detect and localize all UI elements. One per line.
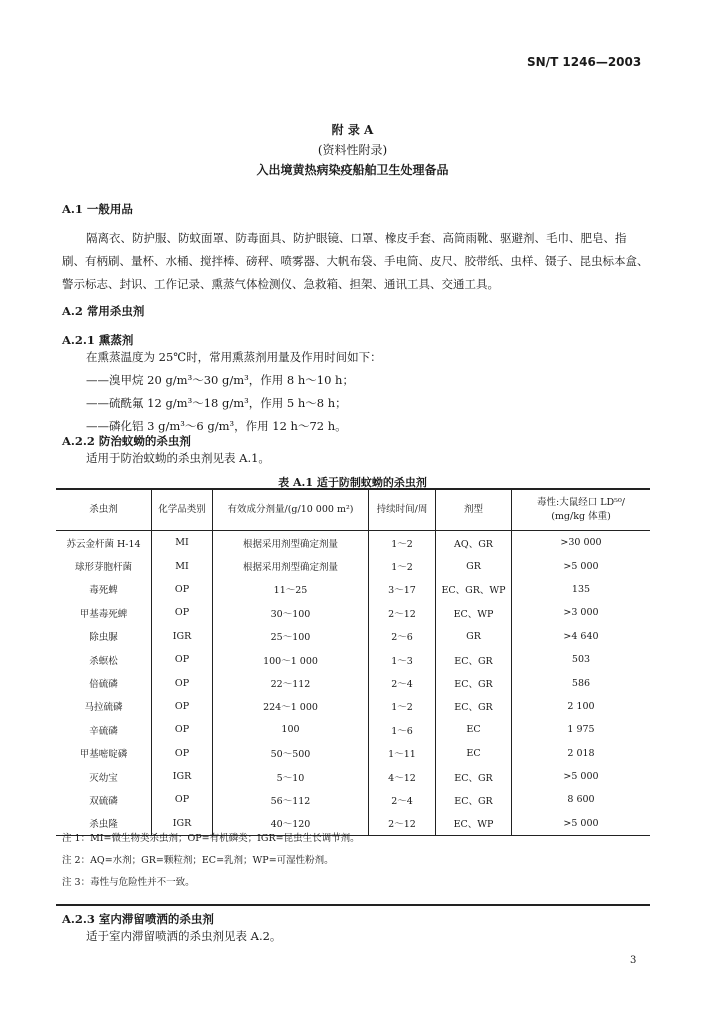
table-cell: EC、GR [436,695,512,718]
table-cell: GR [436,625,512,648]
section-a21-heading: A.2.1 熏蒸剂 [62,333,134,347]
table-cell: OP [152,578,213,601]
table-cell: >30 000 [512,531,651,555]
table-cell: 马拉硫磷 [84,702,123,714]
table-cell: OP [152,671,213,694]
table-cell: AQ、GR [436,531,512,555]
table-note-2: 注 2：AQ=水剂；GR=颗粒剂；EC=乳剂；WP=可湿性粉剂。 [62,855,334,866]
col-header-category: 化学品类别 [152,489,213,531]
col-header-toxicity-line-2: (mg/kg 体重) [551,511,611,522]
table-cell: IGR [152,812,213,836]
table-cell: >4 640 [512,625,651,648]
table-cell: OP [152,648,213,671]
table-cell: 辛硫磷 [89,725,118,737]
table-cell: EC [436,742,512,765]
table-cell: 1～2 [369,554,436,577]
table-cell: 100 [213,718,369,741]
table-cell: 甲基毒死蜱 [79,608,128,620]
table-cell: 40～120 [213,812,369,836]
table-cell: 22～112 [213,671,369,694]
table-cell: 1 975 [512,718,651,741]
section-a1-line-3: 警示标志、封识、工作记录、熏蒸气体检测仪、急救箱、担架、通讯工具、交通工具。 [62,277,499,291]
table-cell: 2～12 [369,601,436,624]
table-note-3: 注 3：毒性与危险性并不一致。 [62,877,195,888]
col-header-toxicity-line-1: 毒性:大鼠经口 LD⁵⁰/ [537,497,625,508]
table-cell: 1～6 [369,718,436,741]
table-row [56,718,650,741]
section-a22-heading: A.2.2 防治蚊蚴的杀虫剂 [62,434,191,448]
table-cell: 586 [512,671,651,694]
table-cell: >5 000 [512,554,651,577]
table-cell: >5 000 [512,765,651,788]
col-header-duration: 持续时间/周 [369,489,436,531]
table-cell: 8 600 [512,788,651,811]
section-a1-line-2: 刷、有柄刷、量杯、水桶、搅拌棒、磅秤、喷雾器、大帆布袋、手电筒、皮尺、胶带纸、虫样、镊子、昆虫标本盒、 [62,254,649,268]
annex-title: 附 录 A [331,123,374,137]
table-cell: EC、GR [436,765,512,788]
table-cell: 2～4 [369,788,436,811]
table-title: 表 A.1 适于防制蚊蚴的杀虫剂 [278,476,427,489]
table-cell: EC、WP [436,812,512,836]
col-header-toxicity [512,489,651,531]
table-cell: EC、GR [436,648,512,671]
table-cell: 56～112 [213,788,369,811]
table-row [56,742,650,765]
table-cell: GR [436,554,512,577]
table-cell: MI [152,531,213,555]
annex-heading: 入出境黄热病染疫船舶卫生处理备品 [256,163,449,177]
table-cell: 杀虫隆 [89,819,118,831]
table-cell: 1～11 [369,742,436,765]
table-row [56,788,650,811]
table-cell: OP [152,742,213,765]
col-header-formulation: 剂型 [436,489,512,531]
table-row [56,601,650,624]
table-cell: MI [152,554,213,577]
table-row [56,578,650,601]
table-cell: EC、WP [436,601,512,624]
section-a1-line-1: 隔离衣、防护服、防蚊面罩、防毒面具、防护眼镜、口罩、橡皮手套、高筒雨靴、驱避剂、毛巾、肥皂、指 [86,231,627,245]
table-cell: OP [152,788,213,811]
section-a21-intro: 在熏蒸温度为 25℃时，常用熏蒸剂用量及作用时间如下： [86,350,382,364]
table-cell: 杀螟松 [89,655,118,667]
table-cell: >5 000 [512,812,651,836]
insecticide-table [56,488,650,836]
table-cell: 倍硫磷 [89,679,118,691]
table-cell: 4～12 [369,765,436,788]
table-cell: 甲基嘧啶磷 [79,749,128,761]
table-cell: 除虫脲 [89,632,118,644]
table-cell: 根据采用剂型确定剂量 [213,531,369,555]
table-cell: OP [152,601,213,624]
section-a23-heading: A.2.3 室内滞留喷洒的杀虫剂 [62,912,214,926]
table-cell: IGR [152,625,213,648]
table-cell: IGR [152,765,213,788]
table-cell: 双硫磷 [89,795,118,807]
table-cell: 3～17 [369,578,436,601]
page-number: 3 [630,955,637,966]
table-cell: 25～100 [213,625,369,648]
table-cell: 224～1 000 [213,695,369,718]
table-row [56,671,650,694]
section-a2-heading: A.2 常用杀虫剂 [62,304,145,318]
table-row [56,695,650,718]
table-cell: EC、GR [436,788,512,811]
table-notes [56,828,650,906]
table-cell: EC [436,718,512,741]
table-cell: OP [152,695,213,718]
section-a23-intro: 适于室内滞留喷洒的杀虫剂见表 A.2。 [86,929,282,943]
table-row [56,648,650,671]
table-cell: 135 [512,578,651,601]
table-cell: >3 000 [512,601,651,624]
section-a1-heading: A.1 一般用品 [62,202,133,216]
table-cell: 30～100 [213,601,369,624]
table-cell: 50～500 [213,742,369,765]
table-cell: 503 [512,648,651,671]
table-cell: 1～2 [369,531,436,555]
table-cell: EC、GR [436,671,512,694]
table-cell: 毒死蜱 [89,585,118,597]
table-cell: 灭幼宝 [89,772,118,784]
col-header-dose: 有效成分剂量/(g/10 000 m²) [213,489,369,531]
standard-code: SN/T 1246—2003 [527,55,642,69]
table-header-row [56,489,650,531]
table-note-1: 注 1：MI=微生物类杀虫剂；OP=有机磷类；IGR=昆虫生长调节剂。 [62,833,360,844]
table-cell: 苏云金杆菌 H-14 [66,538,141,550]
table-cell: 1～3 [369,648,436,671]
table-cell: 2 100 [512,695,651,718]
table-row [56,554,650,577]
table-cell: 100～1 000 [213,648,369,671]
table-cell: 2～4 [369,671,436,694]
table-row [56,531,650,555]
table-row [56,625,650,648]
fumigant-item-3: ——磷化铝 3 g/m³～6 g/m³，作用 12 h～72 h。 [86,419,347,433]
section-a22-intro: 适用于防治蚊蚴的杀虫剂见表 A.1。 [86,451,270,465]
table-cell: 2～12 [369,812,436,836]
col-header-insecticide: 杀虫剂 [56,489,152,531]
table-row [56,765,650,788]
fumigant-item-1: ——溴甲烷 20 g/m³～30 g/m³，作用 8 h～10 h； [86,373,354,387]
fumigant-item-2: ——硫酰氟 12 g/m³～18 g/m³，作用 5 h～8 h； [86,396,347,410]
annex-subtitle: (资料性附录) [317,143,388,157]
table-cell: EC、GR、WP [436,578,512,601]
table-cell: 根据采用剂型确定剂量 [213,554,369,577]
table-cell: 1～2 [369,695,436,718]
table-cell: 球形芽胞杆菌 [74,562,132,574]
table-cell: 11～25 [213,578,369,601]
table-cell: 2 018 [512,742,651,765]
table-cell: OP [152,718,213,741]
table-cell: 5～10 [213,765,369,788]
table-cell: 2～6 [369,625,436,648]
